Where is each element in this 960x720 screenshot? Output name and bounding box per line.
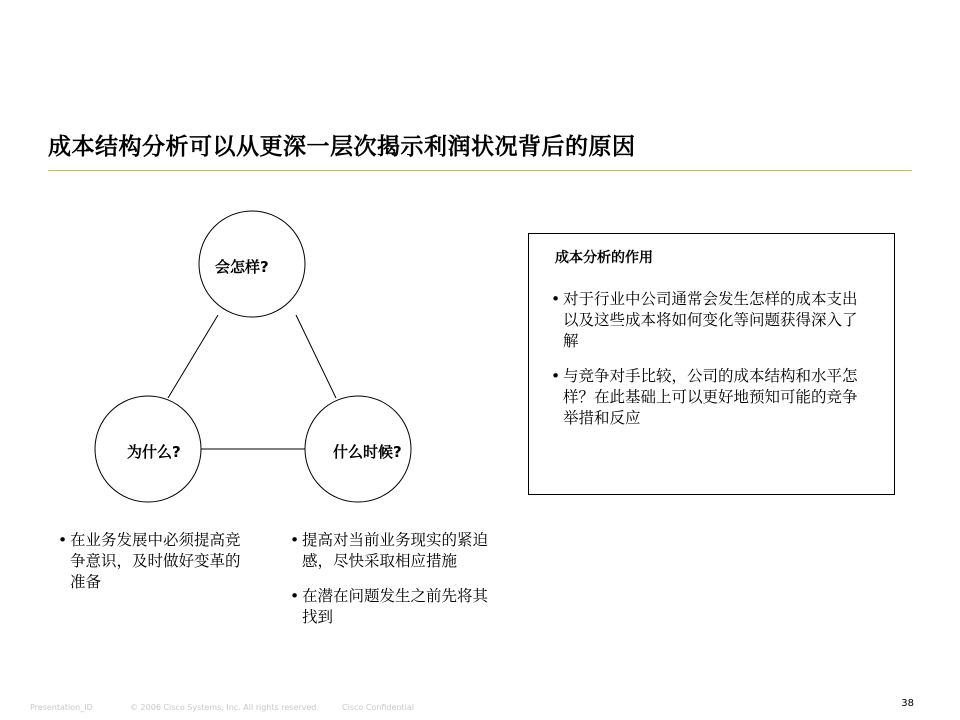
middle-bullet-list xyxy=(290,530,500,628)
list-item: • 在业务发展中必须提高竞争意识，及时做好变革的准备 xyxy=(58,530,248,593)
page-title: 成本结构分析可以从更深一层次揭示利润状况背后的原因 xyxy=(48,134,636,160)
node-label-left: 为什么? xyxy=(127,443,181,461)
info-box xyxy=(528,233,895,495)
edge-top-left xyxy=(168,315,218,398)
page-number: 38 xyxy=(901,698,914,709)
list-item: • 对于行业中公司通常会发生怎样的成本支出以及这些成本将如何变化等问题获得深入了解 xyxy=(551,289,869,352)
info-box-bullet-list xyxy=(551,289,869,429)
footer-presentation-id: Presentation_ID xyxy=(30,703,93,712)
list-item: • 在潜在问题发生之前先将其找到 xyxy=(290,586,500,628)
footer-confidential: Cisco Confidential xyxy=(342,703,414,712)
node-label-top: 会怎样? xyxy=(215,258,269,276)
left-bullet-list xyxy=(58,530,248,593)
list-item: • 与竞争对手比较，公司的成本结构和水平怎样？在此基础上可以更好地预知可能的竞争举措和反应 xyxy=(551,366,869,429)
info-box-title: 成本分析的作用 xyxy=(555,250,653,266)
edge-top-right xyxy=(296,315,336,398)
list-item: • 提高对当前业务现实的紧迫感，尽快采取相应措施 xyxy=(290,530,500,572)
node-label-right: 什么时候? xyxy=(333,443,402,461)
footer-copyright: © 2006 Cisco Systems, Inc. All rights reserved. xyxy=(130,703,319,712)
